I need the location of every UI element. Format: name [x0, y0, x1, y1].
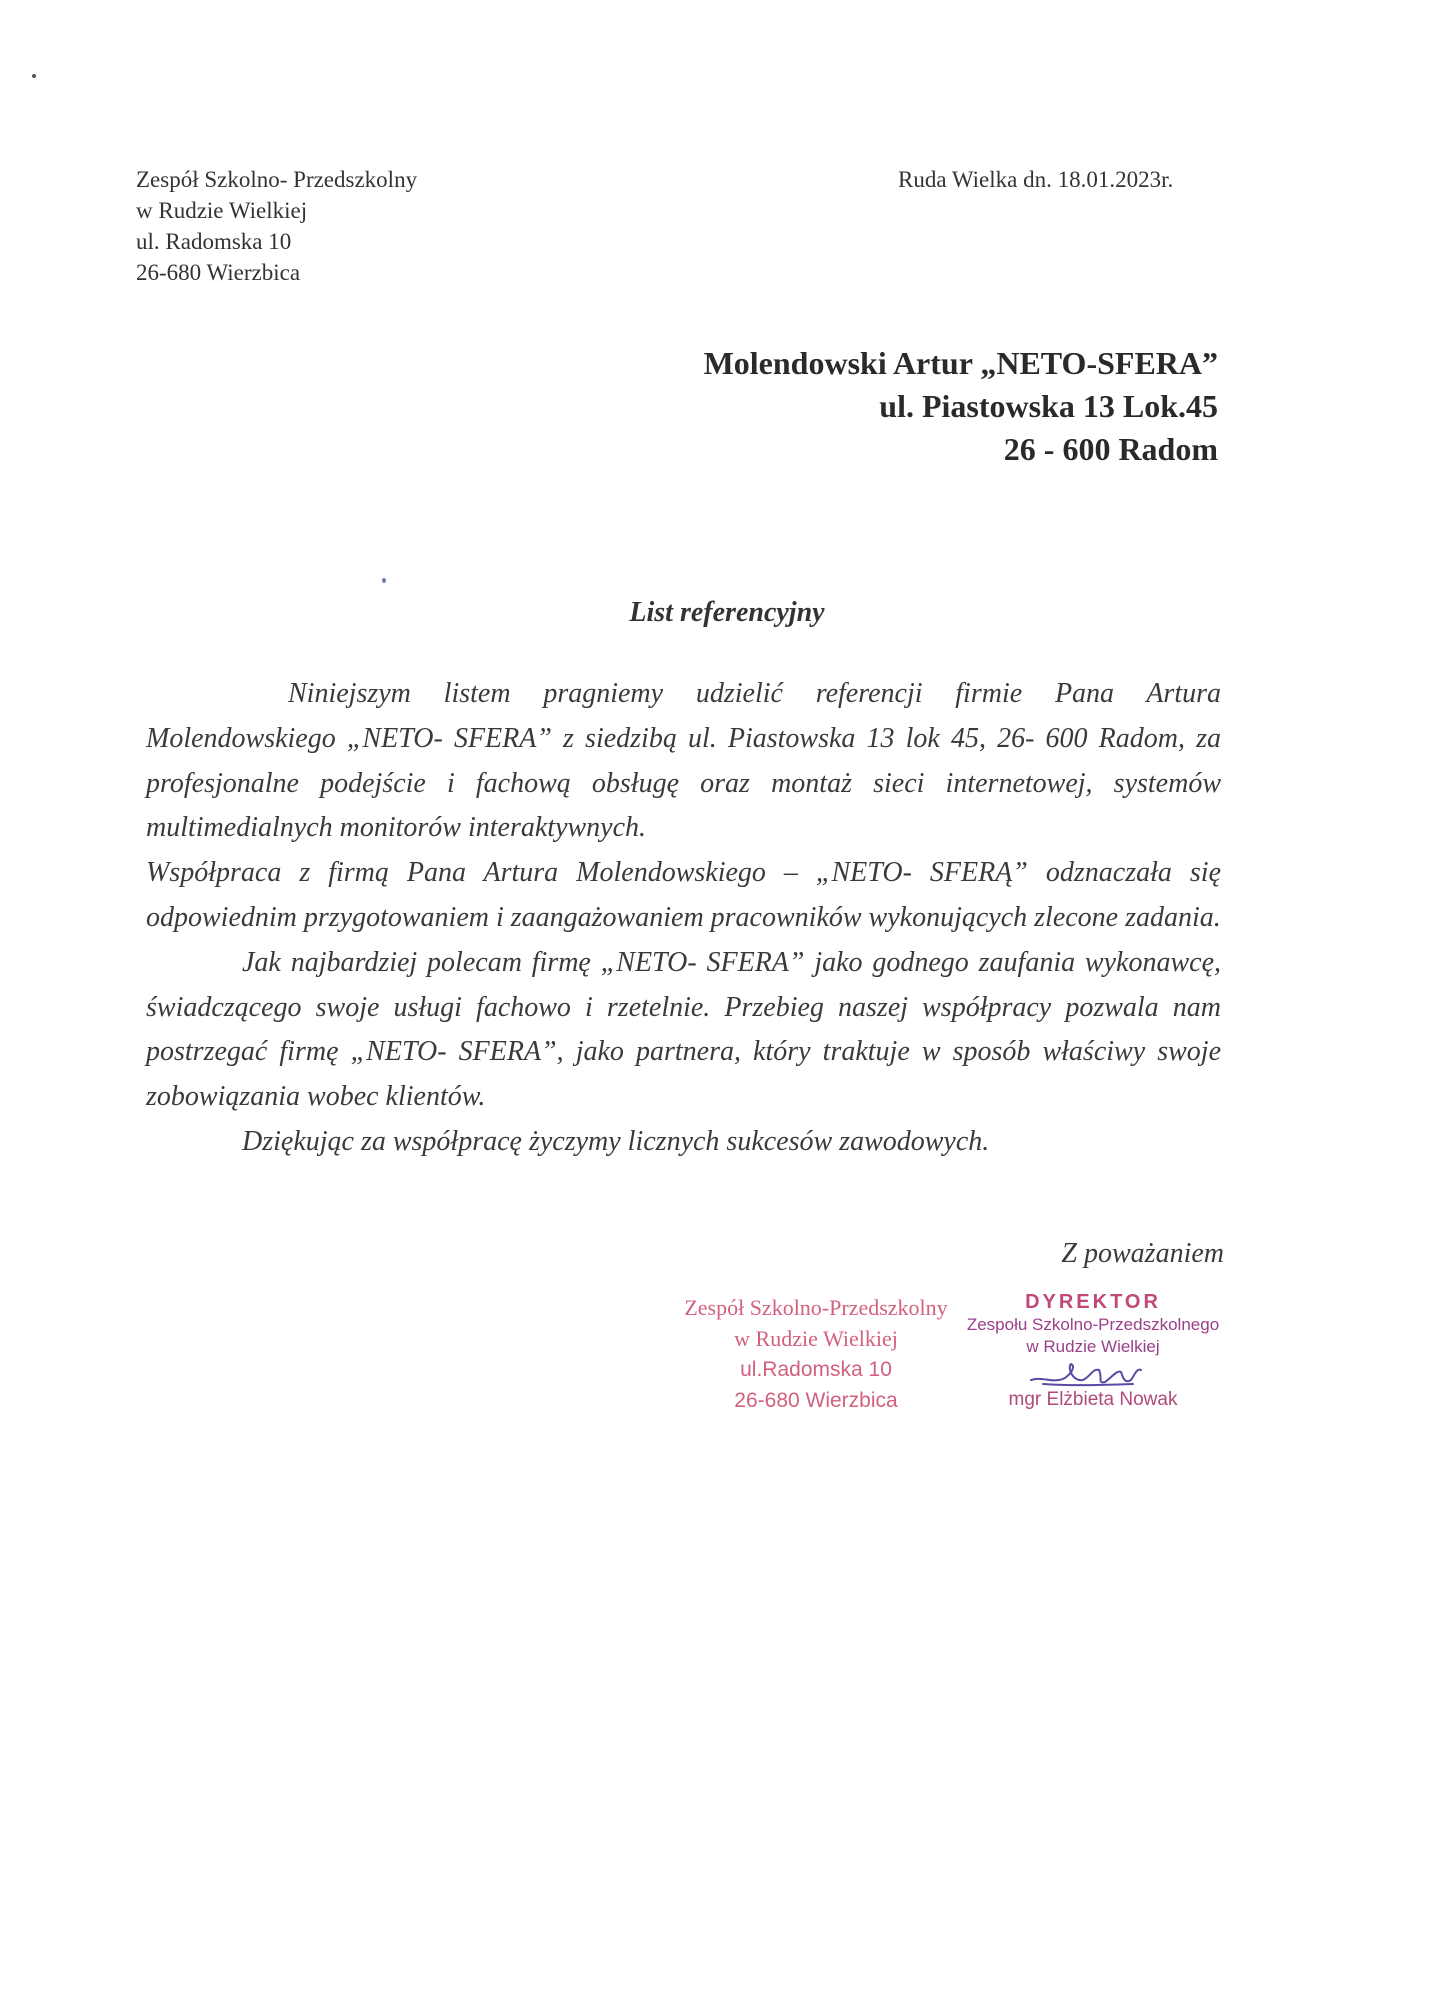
director-stamp-line-3: w Rudzie Wielkiej [1026, 1337, 1160, 1356]
school-stamp-line-4: 26-680 Wierzbica [734, 1389, 898, 1412]
sender-line-3: ul. Radomska 10 [136, 229, 292, 254]
letter-title: List referencyjny [629, 597, 825, 628]
director-name: mgr Elżbieta Nowak [1008, 1389, 1178, 1410]
scan-speck [32, 74, 36, 78]
letter-body [146, 672, 1221, 1165]
recipient-line-2: ul. Piastowska 13 Lok.45 [879, 388, 1218, 424]
school-stamp-line-3: ul.Radomska 10 [740, 1358, 892, 1381]
sender-line-2: w Rudzie Wielkiej [136, 198, 308, 223]
sender-address [136, 164, 417, 288]
letter-date: Ruda Wielka dn. 18.01.2023r. [898, 167, 1174, 192]
director-stamp-line-2: Zespołu Szkolno-Przedszkolnego [966, 1315, 1220, 1334]
recipient-address [704, 342, 1218, 471]
director-stamp-title: DYREKTOR [1025, 1291, 1161, 1313]
signature-scribble-icon [1013, 1358, 1173, 1392]
school-stamp-line-1: Zespół Szkolno-Przedszkolny [684, 1295, 948, 1320]
body-paragraph-4: Dziękując za współpracę życzymy licznych sukcesów zawodowych. [242, 1125, 990, 1157]
director-stamp [928, 1290, 1258, 1412]
sender-line-4: 26-680 Wierzbica [136, 260, 301, 285]
closing-salutation: Z poważaniem [1061, 1238, 1224, 1269]
scan-speck [382, 578, 386, 583]
body-paragraph-3: Jak najbardziej polecam firmę „NETO- SFERA” jako godnego zaufania wykonawcę, świadczącego swoje usługi fachowo i rzetelnie. Przebieg naszej współpracy pozwala nam postrzegać firmę „NETO- SFERA”, jako partnera, który traktuje w sposób właściwy swoje zobowiązania wobec klientów. [146, 946, 1221, 1113]
handwritten-signature [928, 1358, 1258, 1388]
body-paragraph-1: Niniejszym listem pragniemy udzielić referencji firmie Pana Artura Molendowskiego „NETO- SFERA” z siedzibą ul. Piastowska 13 lok 45, 26- 600 Radom, za profesjonalne podejście i fachową obsługę oraz montaż sieci internetowej, systemów multimedialnych monitorów interaktywnych. [146, 678, 1221, 844]
sender-line-1: Zespół Szkolno- Przedszkolny [136, 167, 418, 192]
recipient-line-1: Molendowski Artur „NETO-SFERA” [703, 345, 1218, 381]
body-paragraph-2: Współpraca z firmą Pana Artura Molendowskiego – „NETO- SFERĄ” odznaczała się odpowiednim przygotowaniem i zaangażowaniem pracowników wykonujących zlecone zadania. [146, 857, 1221, 933]
school-stamp-line-2: w Rudzie Wielkiej [734, 1326, 898, 1351]
recipient-line-3: 26 - 600 Radom [1003, 431, 1218, 467]
